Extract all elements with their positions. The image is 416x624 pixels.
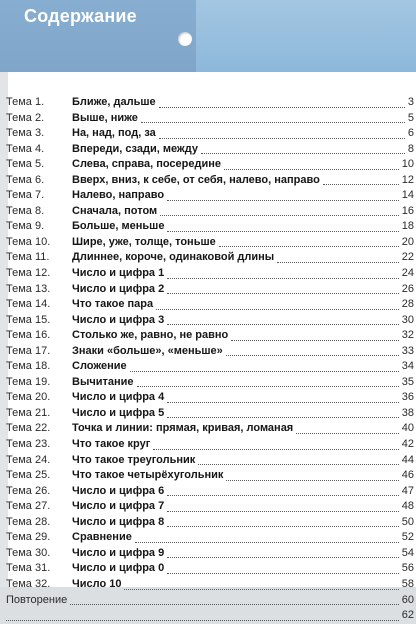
toc-leader-dots [70, 589, 399, 606]
toc-entry-number: Повторение [6, 593, 68, 606]
toc-entry-page: 47 [401, 484, 414, 497]
toc-leader-dots [167, 557, 399, 574]
toc-leader-dots [198, 449, 399, 466]
toc-entry-page: 18 [401, 220, 414, 233]
toc-entry-title: Что такое четырёхугольник [72, 469, 224, 482]
toc-entry-number: Тема 17. [6, 344, 51, 357]
toc-entry-page: 33 [401, 344, 414, 357]
toc-leader-dots [231, 324, 399, 341]
toc-entry-title: Налево, направо [72, 189, 165, 202]
toc-entry-page: 22 [401, 251, 414, 264]
binder-hole-icon [178, 32, 192, 46]
toc-entry-page: 3 [407, 96, 414, 108]
toc-entry-number: Тема 3. [6, 127, 45, 140]
toc-entry-page: 5 [407, 111, 414, 124]
toc-entry-number: Тема 5. [6, 158, 45, 171]
toc-entry-title: Число и цифра 0 [72, 562, 165, 575]
toc-entry-title: Сначала, потом [72, 204, 158, 217]
toc-leader-dots [159, 122, 405, 139]
toc-leader-dots [6, 604, 399, 621]
toc-leader-dots [124, 573, 399, 590]
toc-entry-number: Тема 19. [6, 375, 51, 388]
toc-entry-number: Тема 10. [6, 235, 51, 248]
toc-entry-page: 54 [401, 546, 414, 559]
toc-leader-dots [219, 231, 399, 248]
toc-entry-number: Тема 2. [6, 111, 45, 124]
toc-entry-page: 52 [401, 531, 414, 544]
toc-entry-title: Что такое пара [72, 298, 154, 311]
toc-entry-number: Тема 4. [6, 142, 45, 155]
toc-leader-dots [130, 355, 399, 372]
toc-entry-number: Тема 27. [6, 500, 51, 513]
toc-entry-page: 38 [401, 406, 414, 419]
toc-entry-title: Столько же, равно, не равно [72, 329, 229, 342]
toc-leader-dots [167, 402, 399, 419]
toc-entry-number: Тема 7. [6, 189, 45, 202]
toc-entry-number: Тема 9. [6, 220, 45, 233]
toc-entry-title: Слева, справа, посередине [72, 158, 221, 171]
toc-entry-title: Вверх, вниз, к себе, от себя, налево, направо [72, 173, 320, 186]
toc-entry-number: Тема 26. [6, 484, 51, 497]
toc-entry-page: 28 [401, 298, 414, 311]
toc-entry-title: Число и цифра 5 [72, 406, 165, 419]
toc-leader-dots [156, 293, 399, 310]
toc-entry-number: Тема 32. [6, 577, 51, 590]
toc-leader-dots [160, 200, 399, 217]
toc-leader-dots [167, 511, 399, 528]
toc-leader-dots [226, 340, 399, 357]
toc-entry-title: Вычитание [72, 375, 134, 388]
toc-entry-number: Тема 25. [6, 469, 51, 482]
toc-entry-number: Тема 23. [6, 438, 51, 451]
toc-leader-dots [159, 91, 405, 108]
toc-entry-page: 35 [401, 375, 414, 388]
toc-leader-dots [226, 464, 399, 481]
toc-entry-number: Тема 11. [6, 251, 50, 264]
toc-entry-page: 14 [401, 189, 414, 202]
toc-entry-title: Выше, ниже [72, 111, 138, 124]
toc-entry-page: 36 [401, 391, 414, 404]
toc-entry-page: 16 [401, 204, 414, 217]
toc-entry-number: Тема 1. [6, 96, 45, 108]
toc-entry-title: Число и цифра 1 [72, 267, 165, 280]
toc-entry-page: 58 [401, 577, 414, 590]
toc-entry-page: 6 [407, 127, 414, 140]
toc-entry-title: Сложение [72, 360, 127, 373]
toc-entry-title: Точка и линии: прямая, кривая, ломаная [72, 422, 294, 435]
toc-entry-page: 34 [401, 360, 414, 373]
toc-leader-dots [167, 309, 399, 326]
toc-leader-dots [296, 417, 399, 434]
toc-entry [6, 608, 416, 624]
toc-entry-page: 10 [401, 158, 414, 171]
toc-entry-number: Тема 18. [6, 360, 51, 373]
toc-leader-dots [141, 107, 405, 124]
toc-entry-title: Знаки «больше», «меньше» [72, 344, 223, 357]
toc-entry-number: Тема 14. [6, 298, 51, 311]
toc-entry-number: Тема 13. [6, 282, 51, 295]
toc-entry-page: 40 [401, 422, 414, 435]
header-light-panel [196, 0, 416, 72]
toc-entry-title: Число и цифра 2 [72, 282, 165, 295]
toc-entry-title: Число 10 [72, 577, 122, 590]
toc-entry-number: Тема 22. [6, 422, 51, 435]
toc-entry-title: Число и цифра 6 [72, 484, 165, 497]
toc-entry-page: 42 [401, 438, 414, 451]
toc-entry-page: 12 [401, 173, 414, 186]
toc-entry-number: Тема 16. [6, 329, 51, 342]
toc-entry-title: Число и цифра 3 [72, 313, 165, 326]
toc-entry-page: 30 [401, 313, 414, 326]
toc-leader-dots [167, 386, 399, 403]
toc-entry-title: Больше, меньше [72, 220, 165, 233]
toc-entry-title: Ближе, дальше [72, 96, 156, 108]
toc-entry-page: 48 [401, 500, 414, 513]
toc-entry-number: Тема 30. [6, 546, 51, 559]
header-band [0, 0, 416, 72]
toc-entry-page: 46 [401, 469, 414, 482]
toc-leader-dots [224, 153, 399, 170]
toc-entry-number: Тема 20. [6, 391, 51, 404]
toc-entry-number: Тема 24. [6, 453, 51, 466]
toc-entry-number: Тема 29. [6, 531, 51, 544]
toc-entry-title: Что такое треугольник [72, 453, 196, 466]
toc-entry-number: Тема 8. [6, 204, 45, 217]
toc-entry-title: Число и цифра 7 [72, 500, 165, 513]
toc-entry-number: Тема 28. [6, 515, 51, 528]
toc-entry-number: Тема 6. [6, 173, 45, 186]
toc-entry-number: Тема 12. [6, 267, 51, 280]
toc-entry-page: 62 [401, 609, 414, 622]
page-title: Содержание [24, 6, 137, 26]
toc-entry-title: На, над, под, за [72, 127, 156, 140]
toc-entry-page: 8 [407, 142, 414, 155]
toc-entry-title: Длиннее, короче, одинаковой длины [72, 251, 275, 264]
toc-entry-number: Тема 15. [6, 313, 51, 326]
toc-entry-page: 26 [401, 282, 414, 295]
toc-entry-page: 24 [401, 267, 414, 280]
toc-leader-dots [167, 278, 399, 295]
toc-entry-page: 60 [401, 593, 414, 606]
toc-leader-dots [135, 526, 399, 543]
toc-leader-dots [167, 215, 399, 232]
toc-entry-title: Что такое круг [72, 438, 151, 451]
toc-leader-dots [167, 262, 399, 279]
toc-entry-number: Тема 31. [6, 562, 51, 575]
toc-leader-dots [167, 542, 399, 559]
toc-entry-page: 20 [401, 235, 414, 248]
table-of-contents [6, 95, 416, 624]
toc-leader-dots [167, 184, 399, 201]
toc-leader-dots [277, 246, 399, 263]
toc-entry-page: 44 [401, 453, 414, 466]
toc-entry-number: Тема 21. [6, 406, 51, 419]
toc-entry-title: Число и цифра 8 [72, 515, 165, 528]
toc-leader-dots [137, 371, 399, 388]
toc-entry-title: Впереди, сзади, между [72, 142, 198, 155]
toc-entry-title: Шире, уже, толще, тоньше [72, 235, 216, 248]
toc-entry-title: Число и цифра 9 [72, 546, 165, 559]
toc-leader-dots [323, 169, 399, 186]
toc-leader-dots [153, 433, 399, 450]
toc-leader-dots [201, 138, 405, 155]
toc-entry-page: 32 [401, 329, 414, 342]
toc-entry-page: 50 [401, 515, 414, 528]
toc-entry-title: Число и цифра 4 [72, 391, 165, 404]
toc-entry-page: 56 [401, 562, 414, 575]
toc-leader-dots [167, 480, 399, 497]
toc-leader-dots [167, 495, 399, 512]
toc-entry-title: Сравнение [72, 531, 132, 544]
